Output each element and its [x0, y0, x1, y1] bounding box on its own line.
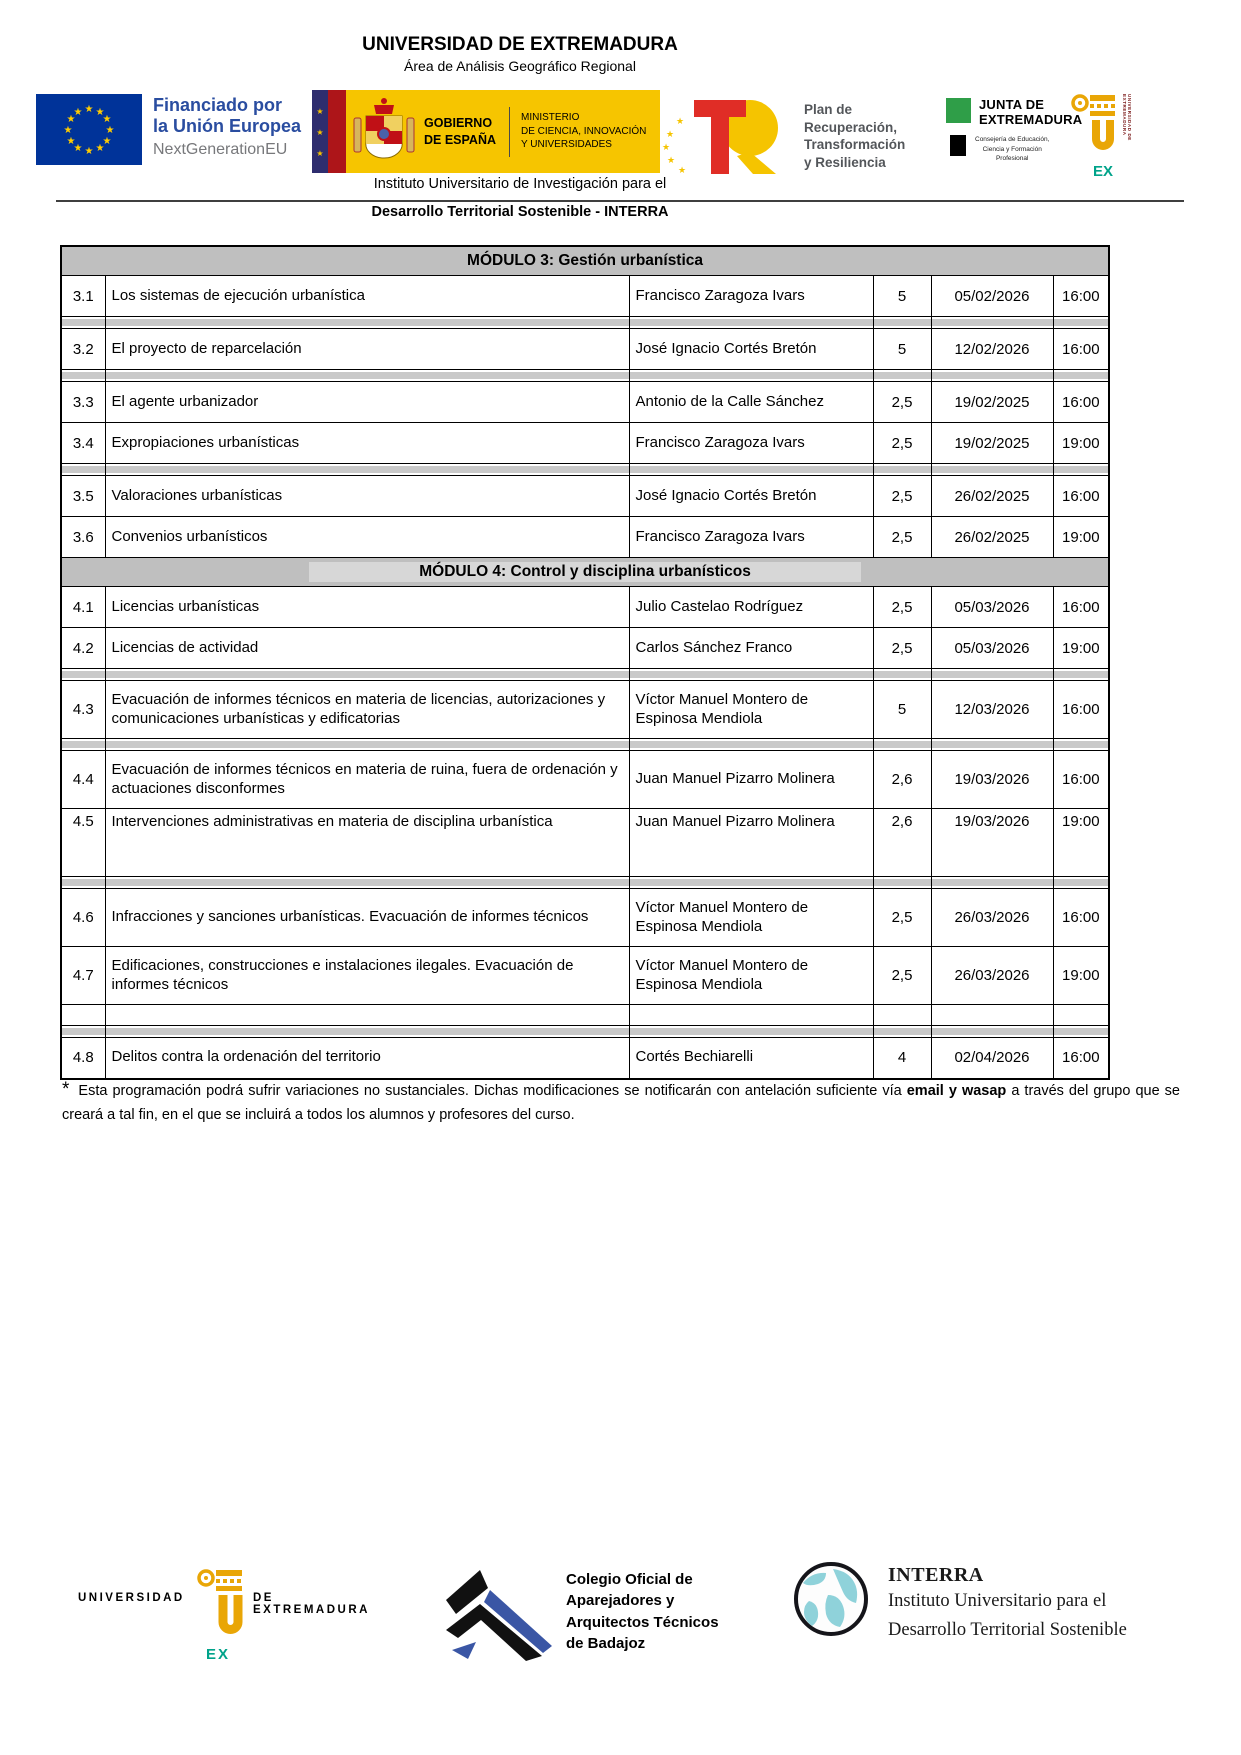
eu-funding-line2: la Unión Europea — [153, 116, 302, 137]
spacer-cell — [931, 1026, 1053, 1038]
cell-num: 4.1 — [61, 587, 105, 628]
eu-funding-text — [153, 94, 301, 170]
spacer-cell — [931, 877, 1053, 889]
gobierno-label-line2: DE ESPAÑA — [424, 132, 497, 147]
spacer-cell — [105, 739, 629, 751]
colegio-line2: Aparejadores y — [566, 1592, 675, 1610]
cell-num: 3.6 — [61, 517, 105, 558]
cell-speaker: José Ignacio Cortés Bretón — [629, 329, 873, 370]
schedule-row — [61, 681, 1109, 739]
spacer-cell — [931, 669, 1053, 681]
cell-speaker: Julio Castelao Rodríguez — [629, 587, 873, 628]
schedule-row — [61, 517, 1109, 558]
schedule-row — [61, 947, 1109, 1005]
schedule-row — [61, 382, 1109, 423]
plan-line2: Recuperación, — [804, 119, 898, 135]
plan-tr-icon — [650, 94, 798, 179]
svg-text:★: ★ — [95, 143, 105, 154]
eu-funding-logo — [36, 94, 301, 170]
spacer-cell — [105, 464, 629, 476]
spacer-cell — [105, 370, 629, 382]
footer-uex-ex-label: EX — [206, 1646, 231, 1663]
schedule-row — [61, 1038, 1109, 1079]
cell-hours: 2,5 — [873, 947, 931, 1005]
page-title: UNIVERSIDAD DE EXTREMADURA — [362, 34, 678, 55]
junta-sub-line2: Ciencia y Formación — [982, 145, 1042, 153]
spacer-cell — [931, 317, 1053, 329]
footnote-text-after: a través del grupo que se creará a tal fin, en el que se incluirá a todos los alumnos y profesores del curso. — [62, 1083, 1180, 1123]
cell-topic: Intervenciones administrativas en materia de disciplina urbanística — [105, 809, 629, 877]
cell-hours: 5 — [873, 276, 931, 317]
footer-uex-logo — [78, 1568, 370, 1683]
cell-time: 16:00 — [1053, 329, 1109, 370]
cell-hours: 5 — [873, 681, 931, 739]
cell-hours: 2,5 — [873, 423, 931, 464]
schedule-table-body — [61, 246, 1109, 1079]
page-subtitle: Área de Análisis Geográfico Regional — [404, 58, 636, 74]
schedule-row — [61, 628, 1109, 669]
cell-hours: 2,5 — [873, 889, 931, 947]
spacer-cell — [61, 1026, 105, 1038]
spacer-cell — [931, 370, 1053, 382]
footer-interra-logo — [792, 1560, 1127, 1644]
cell-hours: 2,5 — [873, 476, 931, 517]
cell-time: 16:00 — [1053, 587, 1109, 628]
spacer-cell — [1053, 739, 1109, 751]
cell-speaker: Francisco Zaragoza Ivars — [629, 517, 873, 558]
spacer-cell — [873, 370, 931, 382]
junta-name-line2: EXTREMADURA — [979, 111, 1083, 127]
cell-num: 4.3 — [61, 681, 105, 739]
schedule-table — [60, 245, 1110, 1080]
institute-line1: Instituto Universitario de Investigación para el — [373, 176, 667, 192]
cell-hours: 5 — [873, 329, 931, 370]
svg-text:★: ★ — [102, 136, 112, 147]
cell-hours: 2,5 — [873, 517, 931, 558]
spain-flag-icon — [312, 90, 346, 173]
spacer-cell — [1053, 877, 1109, 889]
globe-icon — [792, 1560, 870, 1644]
plan-text — [804, 94, 905, 179]
footnote-bold-text: email y wasap — [906, 1083, 1007, 1099]
junta-name-line1: JUNTA DE — [979, 97, 1045, 112]
junta-green-square-icon — [946, 98, 971, 123]
cell-num: 4.8 — [61, 1038, 105, 1079]
gap-cell — [105, 1005, 629, 1026]
module-header: MÓDULO 4: Control y disciplina urbanísticos — [61, 558, 1109, 587]
cell-time: 16:00 — [1053, 276, 1109, 317]
cell-date: 19/03/2026 — [931, 809, 1053, 877]
cell-time: 16:00 — [1053, 1038, 1109, 1079]
cell-speaker: Cortés Bechiarelli — [629, 1038, 873, 1079]
cell-time: 16:00 — [1053, 751, 1109, 809]
junta-sub-line3: Profesional — [995, 155, 1029, 163]
cell-date: 05/02/2026 — [931, 276, 1053, 317]
gap-cell — [629, 1005, 873, 1026]
spacer-cell — [61, 877, 105, 889]
spacer-cell — [61, 370, 105, 382]
spacer-cell — [105, 669, 629, 681]
interra-line1: Instituto Universitario para el — [888, 1591, 1107, 1611]
gap-cell — [873, 1005, 931, 1026]
svg-text:★: ★ — [102, 114, 112, 125]
gap-cell — [931, 1005, 1053, 1026]
spacer-cell — [873, 1026, 931, 1038]
spacer-cell — [1053, 370, 1109, 382]
schedule-row — [61, 476, 1109, 517]
spacer-cell — [873, 669, 931, 681]
footnote — [62, 1076, 1180, 1126]
uex-ex-label: EX — [1092, 163, 1114, 180]
spacer-cell — [61, 669, 105, 681]
spacer-cell — [629, 370, 873, 382]
eu-funding-line3: NextGenerationEU — [153, 141, 288, 159]
spacer-cell — [105, 1026, 629, 1038]
cell-speaker: Víctor Manuel Montero de Espinosa Mendiola — [629, 947, 873, 1005]
cell-time: 19:00 — [1053, 628, 1109, 669]
svg-text:★: ★ — [316, 149, 324, 158]
cell-speaker: Antonio de la Calle Sánchez — [629, 382, 873, 423]
svg-text:★: ★ — [66, 114, 76, 125]
cell-topic: Infracciones y sanciones urbanísticas. Evacuación de informes técnicos — [105, 889, 629, 947]
junta-name — [979, 98, 1082, 128]
cell-topic: Convenios urbanísticos — [105, 517, 629, 558]
eu-flag-icon — [36, 94, 142, 170]
footer-colegio-logo — [440, 1566, 719, 1667]
eu-funding-line1: Financiado por — [153, 95, 283, 115]
svg-text:★: ★ — [66, 136, 76, 147]
junta-black-square-icon — [950, 135, 966, 156]
cell-date: 26/03/2026 — [931, 947, 1053, 1005]
cell-time: 19:00 — [1053, 423, 1109, 464]
spacer-cell — [1053, 1026, 1109, 1038]
svg-text:★: ★ — [73, 107, 83, 118]
colegio-line1: Colegio Oficial de — [566, 1571, 693, 1588]
schedule-row — [61, 751, 1109, 809]
spacer-cell — [1053, 669, 1109, 681]
spacer-cell — [873, 464, 931, 476]
spacer-cell — [629, 1026, 873, 1038]
ministry-line1: MINISTERIO — [521, 112, 580, 124]
cell-num: 4.6 — [61, 889, 105, 947]
module-header: MÓDULO 3: Gestión urbanística — [61, 246, 1109, 276]
spacer-cell — [105, 877, 629, 889]
svg-text:★: ★ — [95, 107, 105, 118]
cell-date: 05/03/2026 — [931, 628, 1053, 669]
colegio-line3: Arquitectos Técnicos — [566, 1613, 719, 1631]
uex-vertical-text: UNIVERSIDAD DE EXTREMADURA — [1122, 94, 1132, 141]
svg-text:★: ★ — [105, 125, 115, 136]
spacer-cell — [931, 739, 1053, 751]
svg-text:★: ★ — [665, 130, 675, 140]
junta-extremadura-logo — [946, 97, 1083, 164]
colegio-line4: de Badajoz — [566, 1634, 646, 1652]
gobierno-label — [424, 115, 496, 148]
gobierno-divider — [509, 107, 510, 157]
spacer-cell — [629, 317, 873, 329]
cell-time: 19:00 — [1053, 517, 1109, 558]
cell-time: 16:00 — [1053, 476, 1109, 517]
spacer-cell — [1053, 464, 1109, 476]
plan-recuperacion-logo — [650, 94, 905, 179]
cell-speaker: Francisco Zaragoza Ivars — [629, 276, 873, 317]
cell-num: 4.2 — [61, 628, 105, 669]
ministry-label — [521, 111, 646, 152]
cell-hours: 2,5 — [873, 382, 931, 423]
cell-date: 19/02/2025 — [931, 423, 1053, 464]
svg-text:★: ★ — [675, 117, 685, 127]
svg-text:★: ★ — [73, 143, 83, 154]
cell-time: 16:00 — [1053, 889, 1109, 947]
uex-logo — [1070, 92, 1134, 180]
spacer-cell — [931, 464, 1053, 476]
interra-text — [888, 1560, 1127, 1644]
ministry-line3: Y UNIVERSIDADES — [521, 139, 612, 151]
svg-text:★: ★ — [316, 128, 324, 137]
gap-cell — [1053, 1005, 1109, 1026]
footnote-asterisk: * — [62, 1079, 70, 1100]
cell-hours: 4 — [873, 1038, 931, 1079]
cell-date: 19/02/2025 — [931, 382, 1053, 423]
cell-date: 26/02/2025 — [931, 517, 1053, 558]
cell-topic: Expropiaciones urbanísticas — [105, 423, 629, 464]
cell-date: 12/02/2026 — [931, 329, 1053, 370]
cell-topic: El proyecto de reparcelación — [105, 329, 629, 370]
spacer-cell — [61, 464, 105, 476]
header-divider-rule — [56, 200, 1184, 202]
cell-date: 05/03/2026 — [931, 587, 1053, 628]
cell-speaker: Carlos Sánchez Franco — [629, 628, 873, 669]
uex-column-icon — [1070, 163, 1118, 184]
cell-num: 3.5 — [61, 476, 105, 517]
spacer-cell — [61, 739, 105, 751]
ministry-line2: DE CIENCIA, INNOVACIÓN — [521, 125, 647, 137]
spacer-cell — [629, 877, 873, 889]
cell-topic: Evacuación de informes técnicos en materia de ruina, fuera de ordenación y actuaciones disconformes — [105, 751, 629, 809]
gap-cell — [61, 1005, 105, 1026]
svg-text:★: ★ — [666, 156, 676, 166]
cell-num: 4.5 — [61, 809, 105, 877]
cell-speaker: Víctor Manuel Montero de Espinosa Mendiola — [629, 889, 873, 947]
spacer-cell — [873, 739, 931, 751]
junta-sub-line1: Consejería de Educación, — [975, 135, 1050, 143]
interra-line2: Desarrollo Territorial Sostenible — [888, 1619, 1127, 1640]
footer-uex-word2: DE EXTREMADURA — [253, 1592, 370, 1616]
cell-num: 3.4 — [61, 423, 105, 464]
cell-speaker: Víctor Manuel Montero de Espinosa Mendiola — [629, 681, 873, 739]
schedule-row — [61, 809, 1109, 877]
cell-date: 12/03/2026 — [931, 681, 1053, 739]
cell-num: 4.4 — [61, 751, 105, 809]
spacer-cell — [629, 739, 873, 751]
cell-topic: Edificaciones, construcciones e instalaciones ilegales. Evacuación de informes técnicos — [105, 947, 629, 1005]
spacer-cell — [1053, 317, 1109, 329]
interra-name: INTERRA — [888, 1564, 984, 1586]
svg-text:★: ★ — [661, 143, 671, 153]
spacer-cell — [873, 317, 931, 329]
cell-date: 02/04/2026 — [931, 1038, 1053, 1079]
cell-topic: Valoraciones urbanísticas — [105, 476, 629, 517]
cell-num: 4.7 — [61, 947, 105, 1005]
cell-topic: Evacuación de informes técnicos en materia de licencias, autorizaciones y comunicaciones urbanísticas y edificatorias — [105, 681, 629, 739]
cell-num: 3.2 — [61, 329, 105, 370]
svg-text:★: ★ — [677, 166, 687, 174]
footnote-text-before: Esta programación podrá sufrir variaciones no sustanciales. Dichas modificaciones se notificarán con antelación suficiente vía — [78, 1083, 907, 1099]
junta-subtitle — [975, 135, 1049, 164]
schedule-row — [61, 276, 1109, 317]
svg-text:★: ★ — [63, 125, 73, 136]
svg-text:★: ★ — [84, 104, 94, 115]
cell-speaker: Juan Manuel Pizarro Molinera — [629, 751, 873, 809]
svg-text:★: ★ — [316, 107, 324, 116]
cell-hours: 2,6 — [873, 809, 931, 877]
cell-date: 19/03/2026 — [931, 751, 1053, 809]
cell-topic: El agente urbanizador — [105, 382, 629, 423]
cell-date: 26/02/2025 — [931, 476, 1053, 517]
colegio-icon — [440, 1566, 552, 1667]
plan-line4: y Resiliencia — [804, 154, 886, 170]
spacer-cell — [629, 669, 873, 681]
cell-date: 26/03/2026 — [931, 889, 1053, 947]
cell-hours: 2,6 — [873, 751, 931, 809]
footer-uex-word1: UNIVERSIDAD — [78, 1592, 185, 1604]
schedule-row — [61, 329, 1109, 370]
schedule-row — [61, 423, 1109, 464]
cell-hours: 2,5 — [873, 587, 931, 628]
spacer-cell — [105, 317, 629, 329]
cell-time: 19:00 — [1053, 809, 1109, 877]
cell-topic: Licencias urbanísticas — [105, 587, 629, 628]
colegio-text — [566, 1566, 719, 1667]
cell-time: 16:00 — [1053, 681, 1109, 739]
spacer-cell — [873, 877, 931, 889]
cell-topic: Delitos contra la ordenación del territorio — [105, 1038, 629, 1079]
gobierno-espana-logo — [312, 90, 660, 173]
cell-hours: 2,5 — [873, 628, 931, 669]
institute-line2: Desarrollo Territorial Sostenible - INTERRA — [371, 204, 669, 220]
spain-coat-of-arms-icon — [353, 96, 415, 167]
cell-time: 19:00 — [1053, 947, 1109, 1005]
cell-speaker: Francisco Zaragoza Ivars — [629, 423, 873, 464]
schedule-row — [61, 889, 1109, 947]
cell-num: 3.3 — [61, 382, 105, 423]
spacer-cell — [629, 464, 873, 476]
cell-num: 3.1 — [61, 276, 105, 317]
cell-topic: Los sistemas de ejecución urbanística — [105, 276, 629, 317]
plan-line1: Plan de — [804, 102, 853, 117]
cell-time: 16:00 — [1053, 382, 1109, 423]
footer-uex-column-icon — [196, 1568, 246, 1649]
schedule-row — [61, 587, 1109, 628]
plan-line3: Transformación — [804, 137, 906, 153]
spacer-cell — [61, 317, 105, 329]
cell-speaker: Juan Manuel Pizarro Molinera — [629, 809, 873, 877]
cell-speaker: José Ignacio Cortés Bretón — [629, 476, 873, 517]
cell-topic: Licencias de actividad — [105, 628, 629, 669]
gobierno-label-line1: GOBIERNO — [424, 116, 493, 131]
svg-text:★: ★ — [84, 146, 94, 157]
